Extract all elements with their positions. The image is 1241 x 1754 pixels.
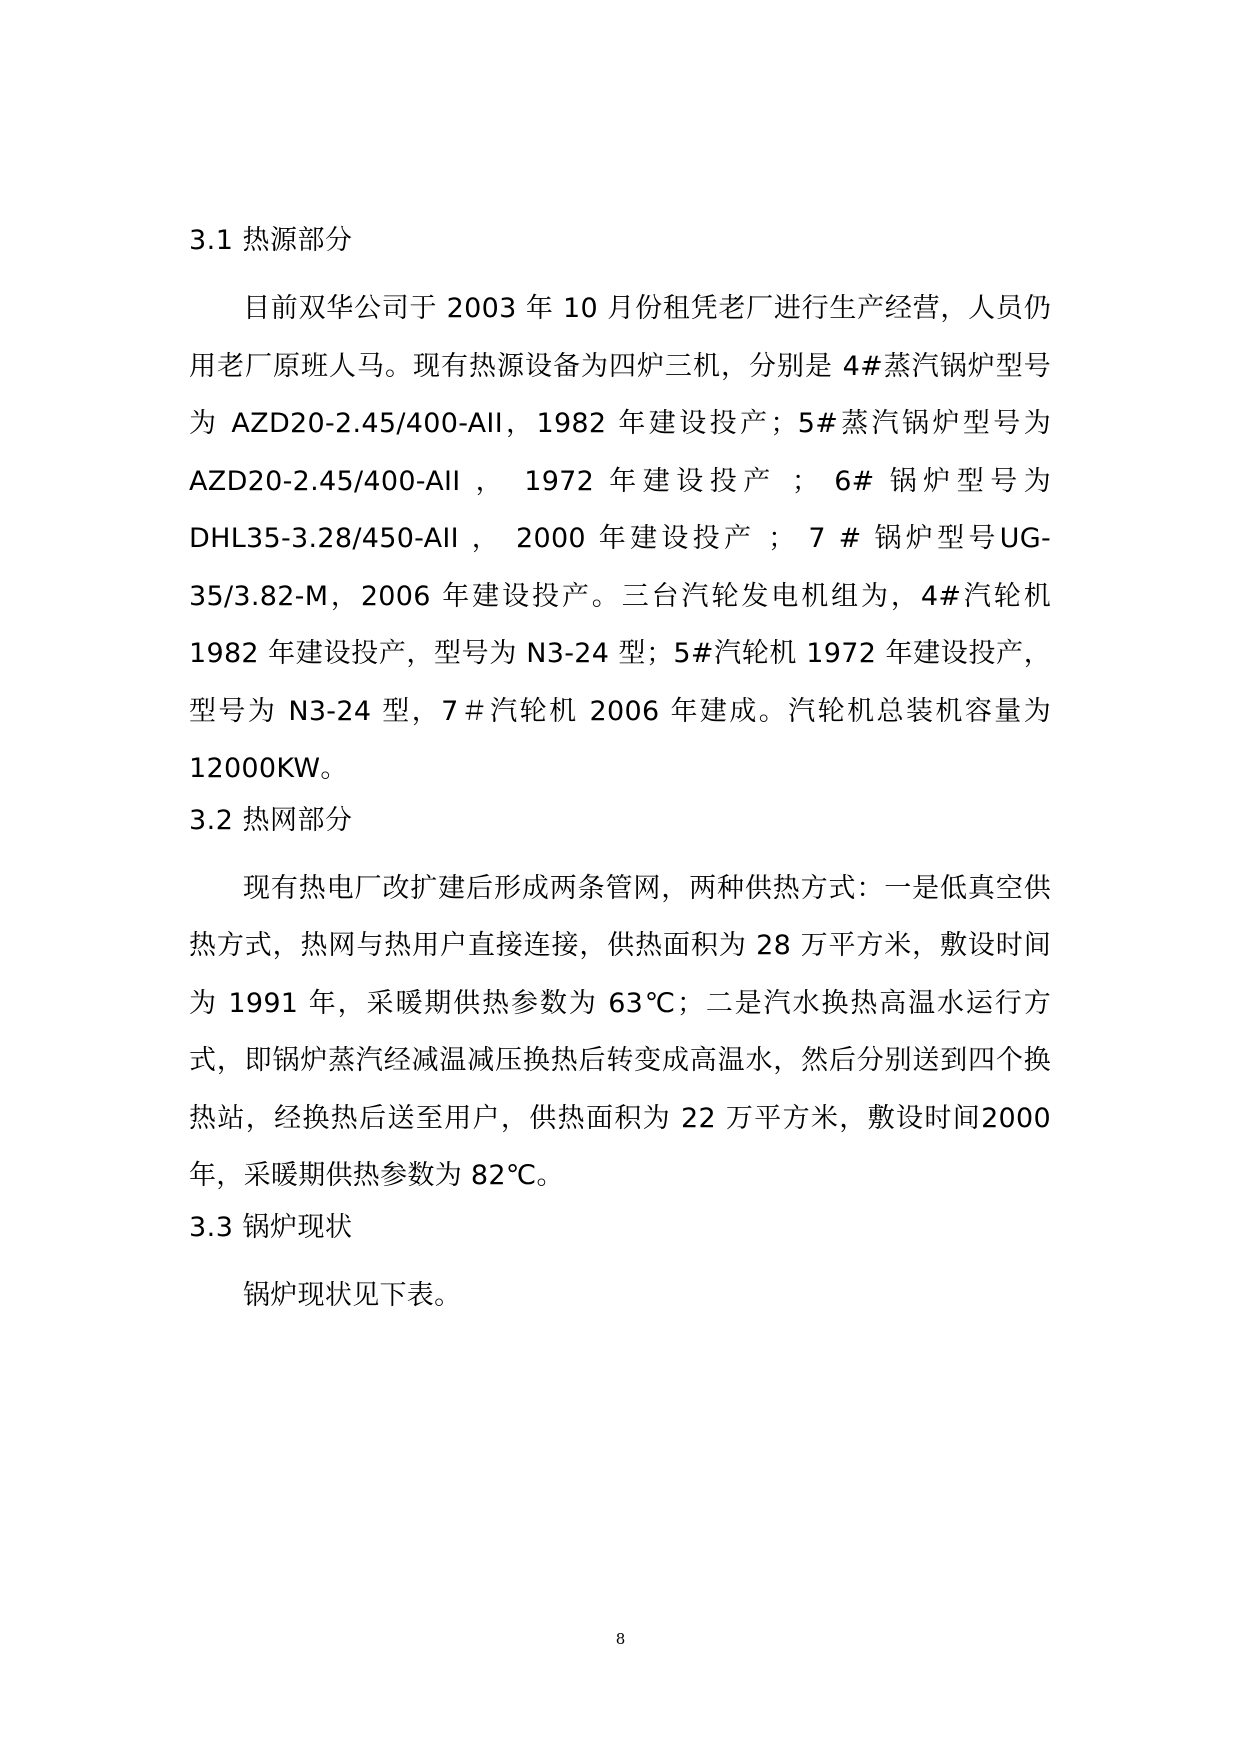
- page-number: 8: [615, 1630, 626, 1648]
- section-paragraph-heat-network: 现有热电厂改扩建后形成两条管网，两种供热方式：一是低真空供热方式，热网与热用户直接连接，供热面积为 28 万平方米，敷设时间为 1991 年，采暖期供热参数为 63℃；二是汽水换热高温水运行方式，即锅炉蒸汽经减温减压换热后转变成高温水，然后分别送到四个换热站，经换热后送至用户，供热面积为 22 万平方米，敷设时间2000 年，采暖期供热参数为 82℃。: [189, 872, 1051, 1191]
- section-heading-heat-network: 3.2 热网部分: [189, 804, 353, 836]
- section-paragraph-boiler-status: 锅炉现状见下表。: [243, 1279, 462, 1311]
- section-paragraph-heat-source: 目前双华公司于 2003 年 10 月份租凭老厂进行生产经营，人员仍用老厂原班人马。现有热源设备为四炉三机，分别是 4#蒸汽锅炉型号为 AZD20-2.45/400-AII，1982 年建设投产；5#蒸汽锅炉型号为AZD20-2.45/400-AII ， 1972 年建设投产 ； 6# 锅炉型号为DHL35-3.28/450-AII ， 2000 年建设投产 ； 7 # 锅炉型号UG-35/3.82-M，2006 年建设投产。三台汽轮发电机组为，4#汽轮机1982 年建设投产，型号为 N3-24 型；5#汽轮机 1972 年建设投产，型号为 N3-24 型，7＃汽轮机 2006 年建成。汽轮机总装机容量为12000KW。: [189, 293, 1051, 784]
- section-heading-heat-source: 3.1 热源部分: [189, 225, 353, 256]
- page-content: [189, 222, 1051, 1324]
- section-heading-boiler-status: 3.3 锅炉现状: [189, 1211, 353, 1243]
